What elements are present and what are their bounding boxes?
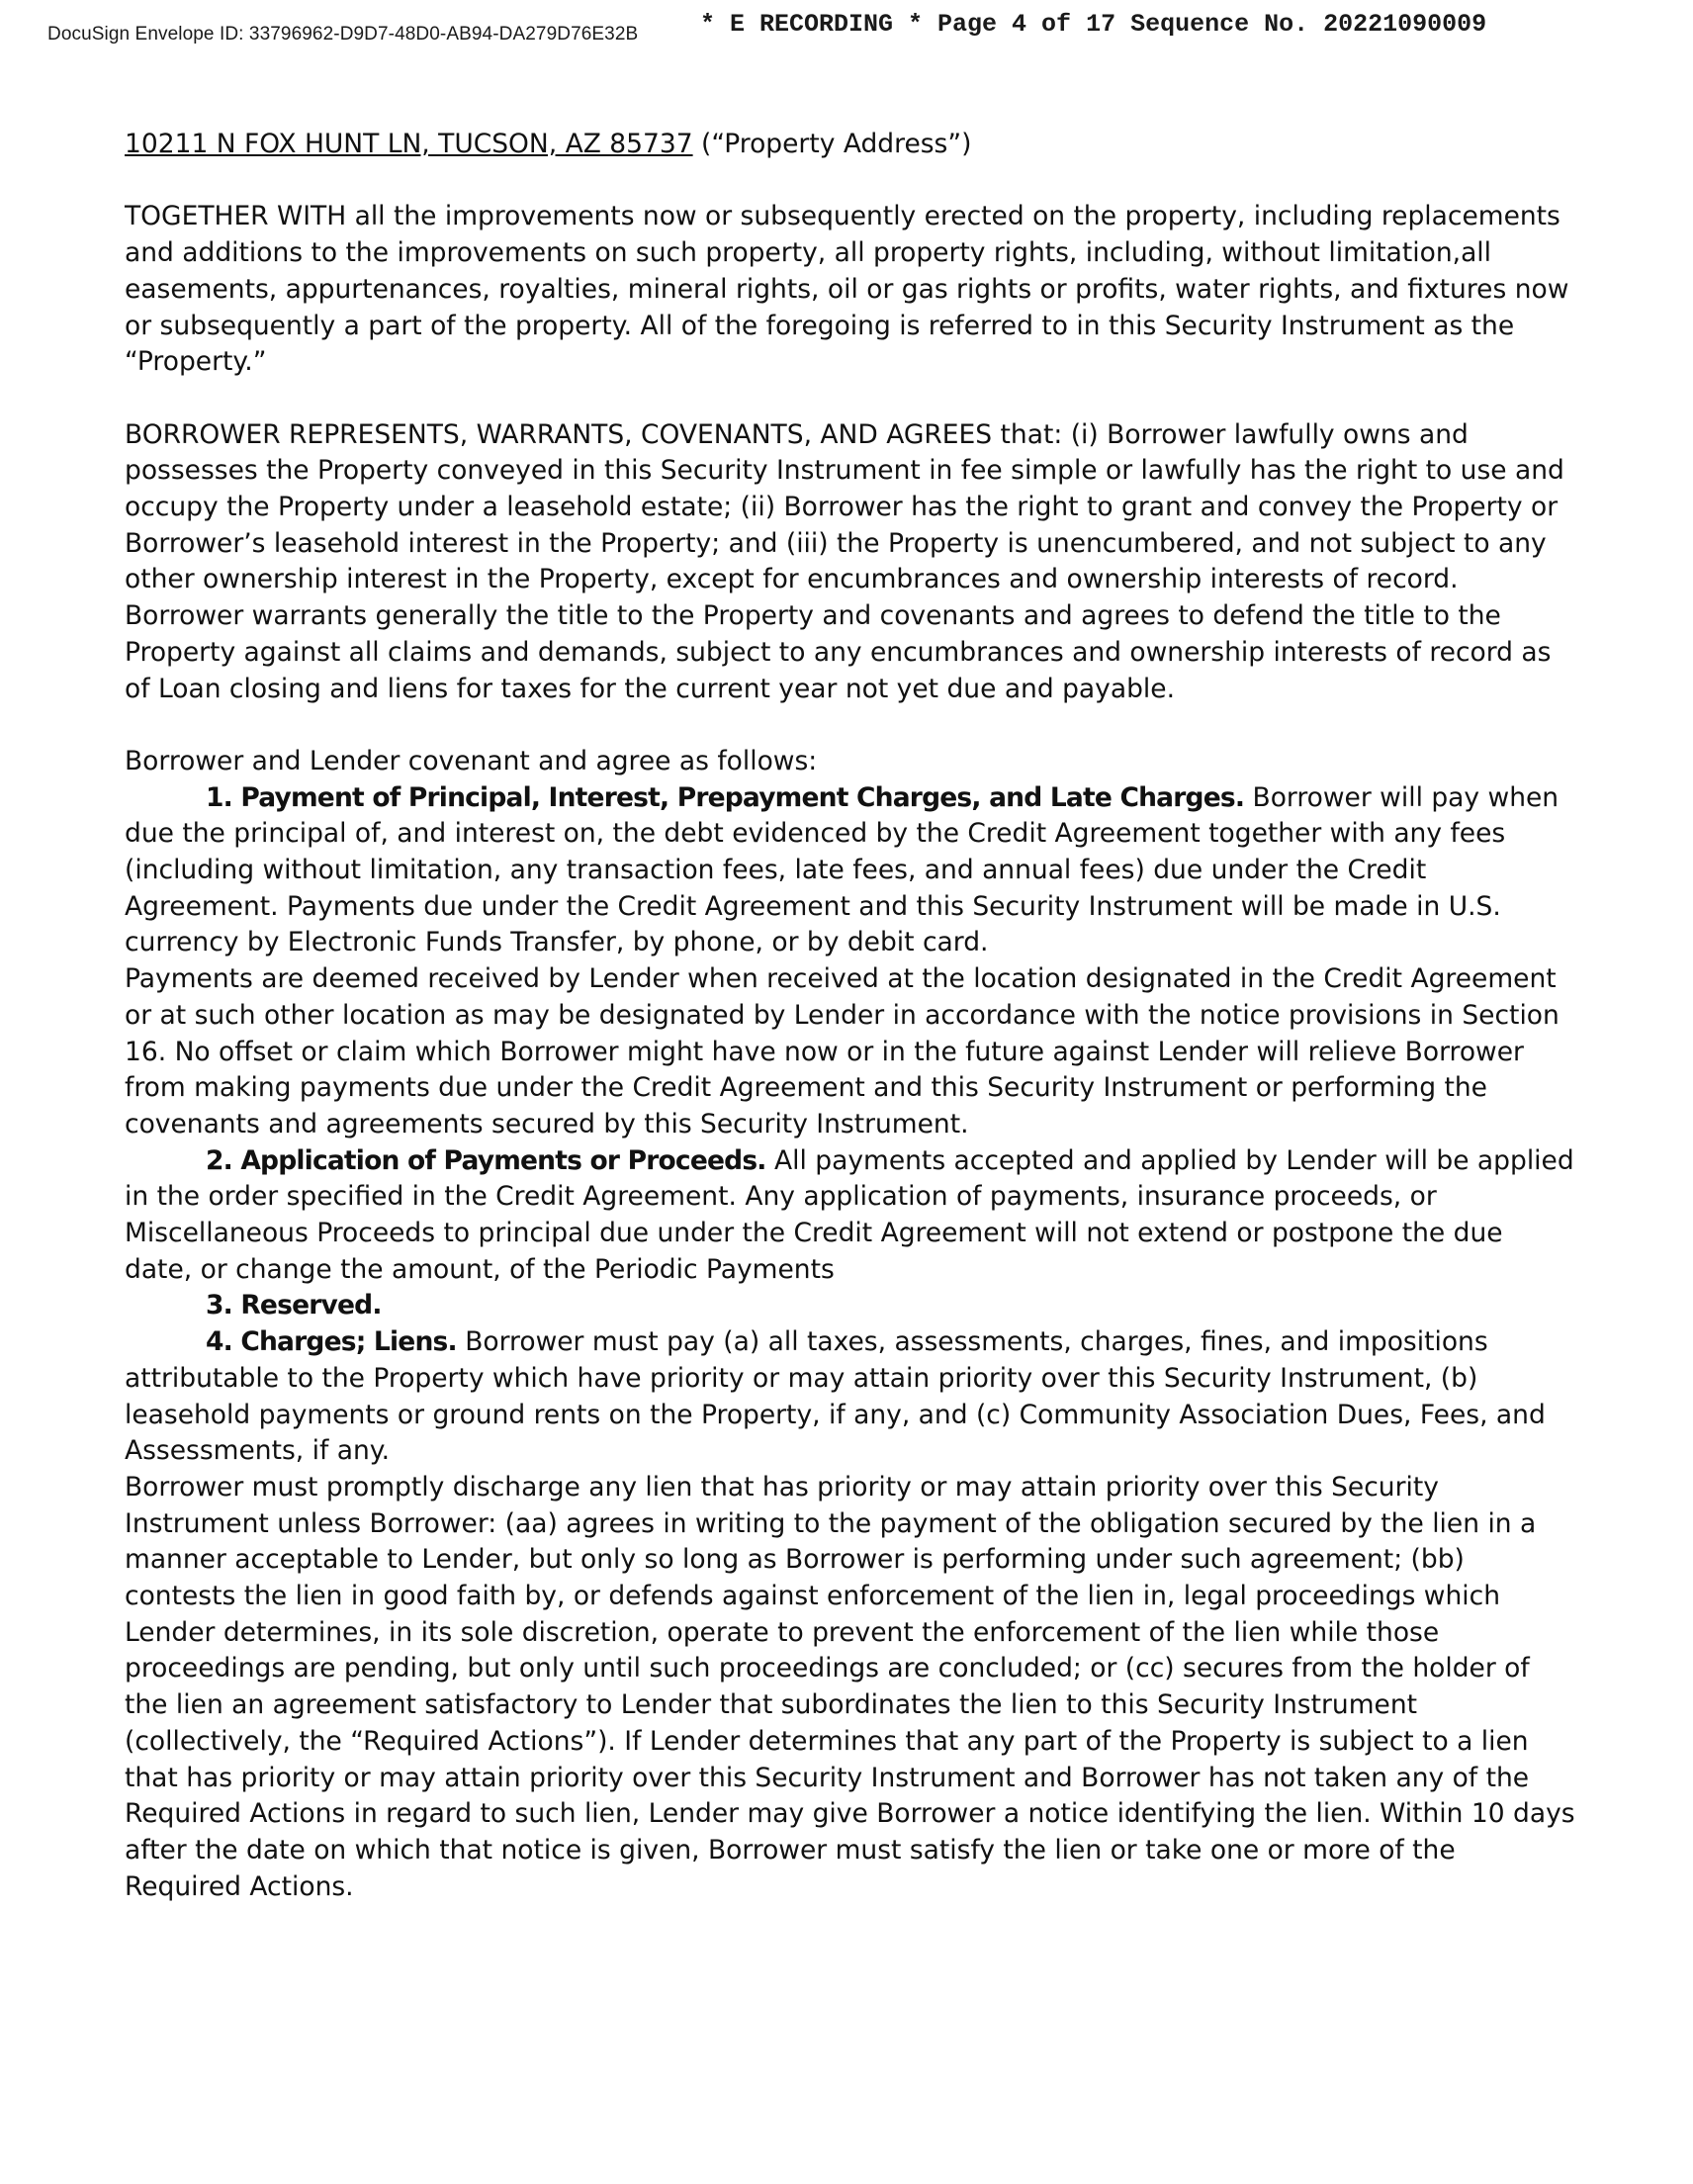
section-1-continuation: Payments are deemed received by Lender when received at the location designated in the Credit Agreement or at such other location as may be designated by Lender in accordance with the notice provisions in Section 16. No offset or claim which Borrower might have now or in the future against Lender will relieve Borrower from making payments due under the Credit Agreement and this Security Instrument or performing the covenants and agreements secured by this Security Instrument. <box>125 963 1559 1139</box>
section-4-text: Borrower must pay (a) all taxes, assessments, charges, fines, and impositions attributable to the Property which have priority or may attain priority over this Security Instrument, (b) leasehold payments or ground rents on the Property, if any, and (c) Community Association Dues, Fees, and Assessments, if any. <box>125 1326 1546 1467</box>
property-address: 10211 N FOX HUNT LN, TUCSON, AZ 85737 <box>125 129 693 159</box>
together-with-paragraph: TOGETHER WITH all the improvements now or subsequently erected on the property, including replacements and additions to the improvements on such property, all property rights, including, without limitation,all easements, appurtenances, royalties, mineral rights, oil or gas rights or profits, water rights, and fixtures now or subsequently a part of the property. All of the foregoing is referred to in this Security Instrument as the “Property.” <box>125 201 1569 378</box>
section-4-continuation: Borrower must promptly discharge any lien that has priority or may attain priority over this Security Instrument unless Borrower: (aa) agrees in writing to the payment of the obligation secured by the lien in a manner acceptable to Lender, but only so long as Borrower is performing under such agreement; (bb) contests the lien in good faith by, or defends against enforcement of the lien in, legal proceedings which Lender determines, in its sole discretion, operate to prevent the enforcement of the lien while those proceedings are pending, but only until such proceedings are concluded; or (cc) secures from the holder of the lien an agreement satisfactory to Lender that subordinates the lien to this Security Instrument (collectively, the “Required Actions”). If Lender determines that any part of the Property is subject to a lien that has priority or may attain priority over this Security Instrument and Borrower has not taken any of the Required Actions in regard to such lien, Lender may give Borrower a notice identifying the lien. Within 10 days after the date on which that notice is given, Borrower must satisfy the lien or take one or more of the Required Actions. <box>125 1471 1575 1902</box>
section-4 <box>125 1324 1578 1470</box>
section-1-heading: 1. Payment of Principal, Interest, Prepayment Charges, and Late Charges. <box>206 781 1245 813</box>
section-1 <box>125 780 1578 962</box>
borrower-represents-paragraph: BORROWER REPRESENTS, WARRANTS, COVENANTS, AND AGREES that: (i) Borrower lawfully owns and possesses the Property conveyed in this Security Instrument in fee simple or lawfully has the right to use and occupy the Property under a leasehold estate; (ii) Borrower has the right to grant and convey the Property or Borrower’s leasehold interest in the Property; and (iii) the Property is unencumbered, and not subject to any other ownership interest in the Property, except for encumbrances and ownership interests of record. Borrower warrants generally the title to the Property and covenants and agrees to defend the title to the Property against all claims and demands, subject to any encumbrances and ownership interests of record as of Loan closing and liens for taxes for the current year not yet due and payable. <box>125 418 1564 704</box>
section-3 <box>125 1288 1578 1324</box>
section-2-heading: 2. Application of Payments or Proceeds. <box>206 1144 766 1176</box>
recording-stamp: * E RECORDING * Page 4 of 17 Sequence No. 20221090009 <box>700 10 1487 39</box>
section-4-heading: 4. Charges; Liens. <box>206 1326 457 1358</box>
document-body <box>125 127 1578 1905</box>
section-2 <box>125 1143 1578 1289</box>
property-address-line <box>125 127 1578 163</box>
covenant-intro: Borrower and Lender covenant and agree as follows: <box>125 745 818 776</box>
section-2-text: All payments accepted and applied by Lender will be applied in the order specified in the Credit Agreement. Any application of payments, insurance proceeds, or Miscellaneous Proceeds to principal due under the Credit Agreement will not extend or postpone the due date, or change the amount, of the Periodic Payments <box>125 1144 1574 1285</box>
section-1-text: Borrower will pay when due the principal of, and interest on, the debt evidenced by the Credit Agreement together with any fees (including without limitation, any transaction fees, late fees, and annual fees) due under the Credit Agreement. Payments due under the Credit Agreement and this Security Instrument will be made in U.S. currency by Electronic Funds Transfer, by phone, or by debit card. <box>125 781 1559 958</box>
property-address-label: (“Property Address”) <box>692 129 972 159</box>
docusign-envelope-id: DocuSign Envelope ID: 33796962-D9D7-48D0-AB94-DA279D76E32B <box>47 24 639 45</box>
section-3-heading: 3. Reserved. <box>206 1290 382 1321</box>
